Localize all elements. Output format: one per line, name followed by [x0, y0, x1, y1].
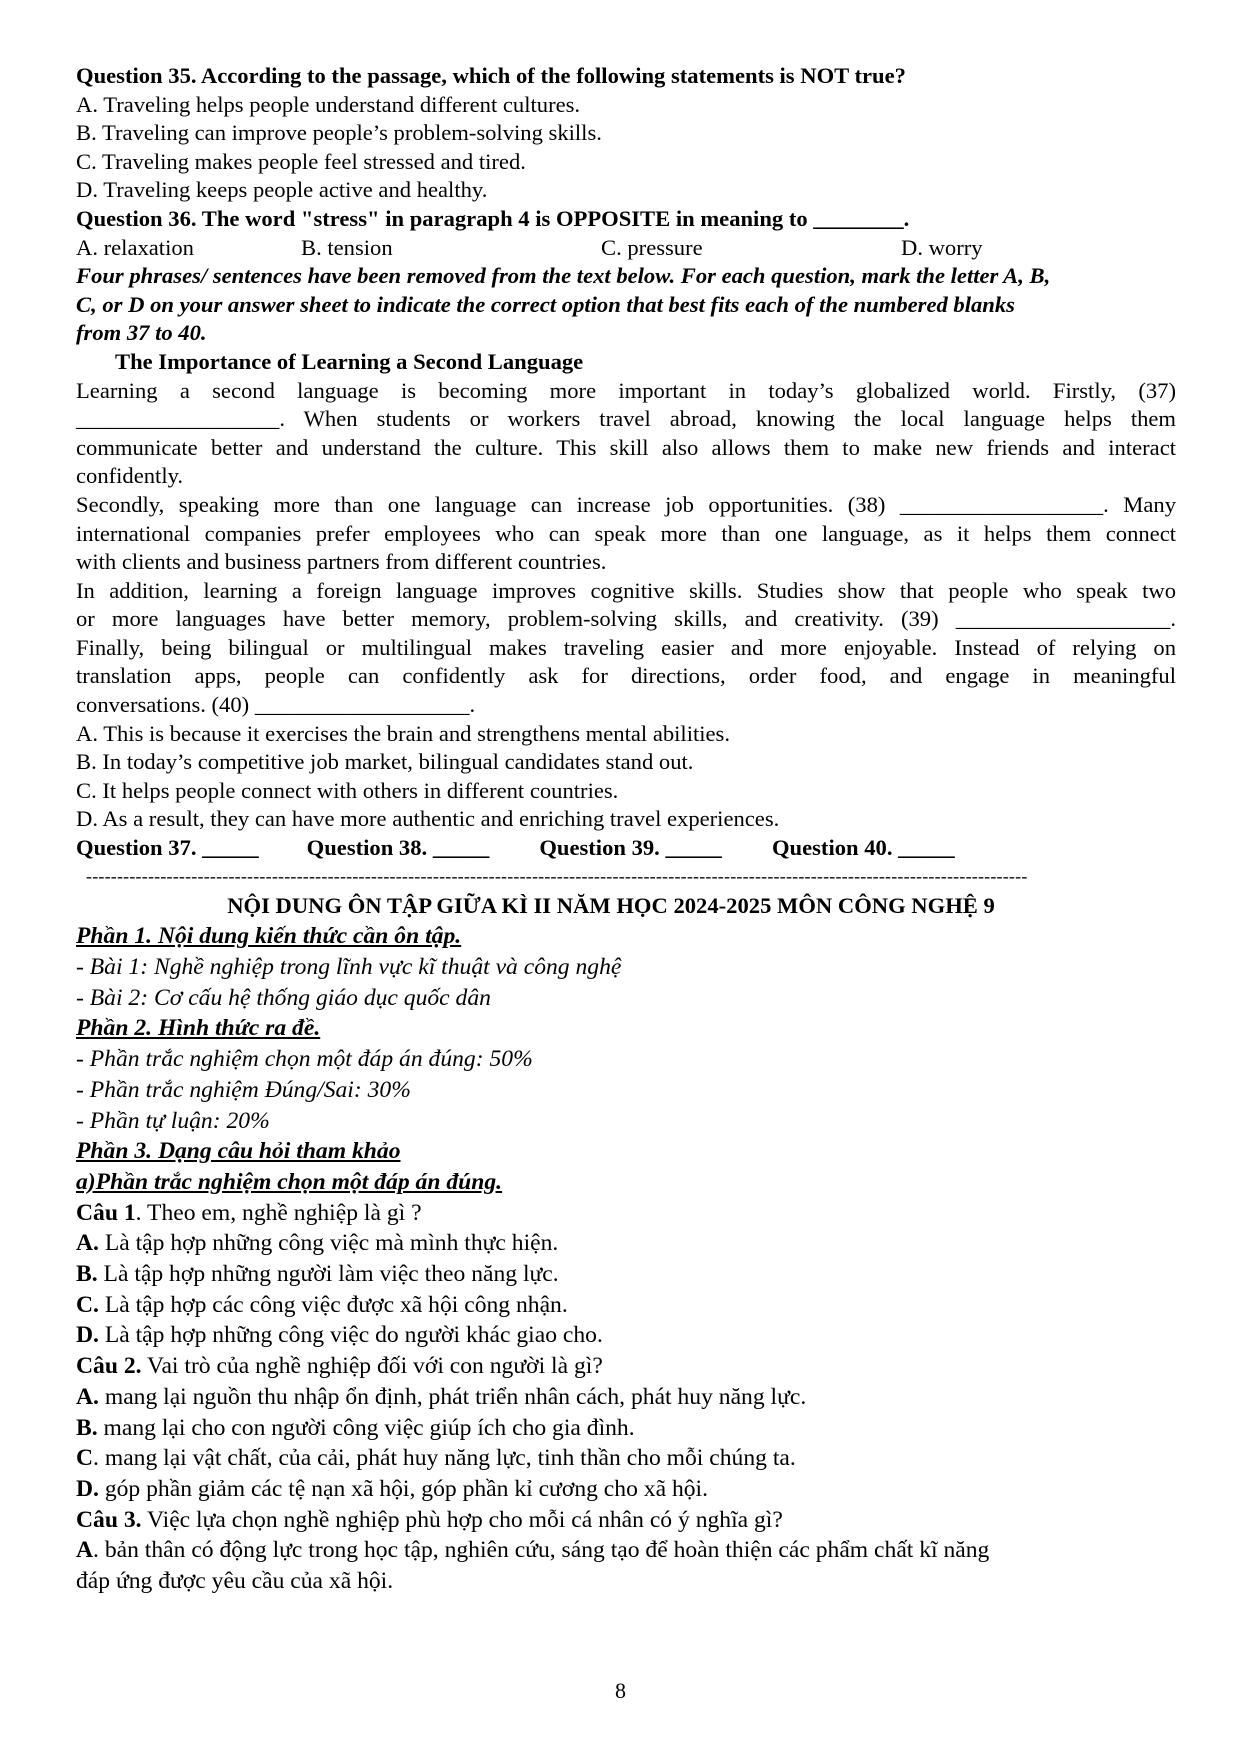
question-36-option-d: D. worry [901, 234, 983, 260]
passage-line: with clients and business partners from different countries. [76, 549, 607, 575]
question-36 [76, 205, 1176, 262]
answer-38: Question 38. _____ [306, 835, 490, 861]
passage-line: Finally, being bilingual or multilingual makes traveling easier and more enjoyable. Instead of relying on [76, 634, 1176, 660]
question-35-option-c: C. Traveling makes people feel stressed and tired. [76, 148, 526, 174]
question-35-option-d: D. Traveling keeps people active and healthy. [76, 177, 488, 203]
passage-option-d: D. As a result, they can have more authentic and enriching travel experiences. [76, 806, 780, 832]
passage-line: or more languages have better memory, problem-solving skills, and creativity. (39) ___________________. [76, 606, 1176, 632]
review-title: NỘI DUNG ÔN TẬP GIỮA KÌ II NĂM HỌC 2024-2025 MÔN CÔNG NGHỆ 9 [227, 892, 995, 918]
part1-heading: Phần 1. Nội dung kiến thức cần ôn tập. [76, 923, 462, 950]
option-letter: D. [76, 1322, 99, 1349]
question-35 [76, 62, 1176, 205]
option-letter: C. [76, 1291, 99, 1318]
instruction-line: from 37 to 40. [76, 320, 207, 346]
cau-2-option-b [76, 1413, 1176, 1444]
question-36-stem: Question 36. The word "stress" in paragraph 4 is OPPOSITE in meaning to ________. [76, 205, 910, 231]
option-text: mang lại nguồn thu nhập ổn định, phát triển nhân cách, phát huy năng lực. [98, 1383, 807, 1410]
option-text: mang lại cho con người công việc giúp ích cho gia đình. [97, 1414, 635, 1441]
cau-2-option-c [76, 1443, 1176, 1474]
cau-3-option-a [76, 1535, 1176, 1566]
page-number: 8 [615, 1678, 626, 1703]
part3-subheading: a)Phần trắc nghiệm chọn một đáp án đúng. [76, 1168, 503, 1195]
question-36-option-a: A. relaxation [76, 234, 194, 260]
passage-option-b: B. In today’s competitive job market, bilingual candidates stand out. [76, 749, 694, 775]
part1-item: - Bài 2: Cơ cấu hệ thống giáo dục quốc dân [76, 984, 491, 1011]
passage-line: In addition, learning a foreign language improves cognitive skills. Studies show that people who speak two [76, 577, 1176, 603]
option-letter: A. [76, 1230, 99, 1257]
page-content [76, 62, 1176, 1597]
cau-2-option-d [76, 1474, 1176, 1505]
cau-2-label: Câu 2. [76, 1353, 142, 1380]
answer-40: Question 40. _____ [771, 835, 955, 861]
cau-1-option-a [76, 1228, 1176, 1259]
answer-39: Question 39. _____ [539, 835, 722, 861]
passage-line: conversations. (40) ___________________. [76, 692, 476, 718]
question-36-option-c: C. pressure [601, 234, 703, 260]
question-35-stem: Question 35. According to the passage, which of the following statements is NOT true? [76, 63, 906, 88]
option-text: Là tập hợp các công việc được xã hội công nhận. [98, 1291, 568, 1318]
option-letter: A [76, 1537, 94, 1564]
part2-item: - Phần trắc nghiệm Đúng/Sai: 30% [76, 1076, 411, 1103]
cau-1-label: Câu 1 [76, 1199, 136, 1226]
option-letter: C [76, 1445, 94, 1472]
part2-item: - Phần trắc nghiệm chọn một đáp án đúng: 50% [76, 1046, 533, 1073]
passage-line: communicate better and understand the culture. This skill also allows them to make new friends and interact [76, 434, 1176, 460]
question-36-option-b: B. tension [301, 234, 393, 260]
cau-1-option-c [76, 1290, 1176, 1321]
question-36-options [76, 234, 1176, 263]
option-text: góp phần giảm các tệ nạn xã hội, góp phần kỉ cương cho xã hội. [98, 1475, 708, 1502]
passage-line: Learning a second language is becoming more important in today’s globalized world. Firstly, (37) [76, 377, 1176, 403]
cau-1-stem [76, 1198, 1176, 1229]
option-letter: B. [76, 1414, 98, 1441]
cau-3-text: Việc lựa chọn nghề nghiệp phù hợp cho mỗi cá nhân có ý nghĩa gì? [141, 1506, 783, 1533]
answer-blanks [76, 834, 1176, 863]
cau-3-stem [76, 1505, 1176, 1536]
instruction [76, 262, 1176, 348]
passage-options [76, 720, 1176, 834]
question-35-option-b: B. Traveling can improve people’s problem-solving skills. [76, 120, 602, 146]
part1-item: - Bài 1: Nghề nghiệp trong lĩnh vực kĩ thuật và công nghệ [76, 954, 622, 981]
passage-title: The Importance of Learning a Second Language [115, 348, 584, 374]
option-text: Là tập hợp những công việc mà mình thực hiện. [98, 1230, 559, 1257]
passage-line: __________________. When students or workers travel abroad, knowing the local language helps them [76, 406, 1176, 432]
passage [76, 348, 1176, 720]
cau-1-option-b [76, 1259, 1176, 1290]
review-section [76, 891, 1176, 1597]
passage-line: international companies prefer employees who can speak more than one language, as it helps them connect [76, 520, 1176, 546]
option-text: Là tập hợp những công việc do người khác giao cho. [98, 1322, 603, 1349]
answer-37: Question 37. _____ [76, 835, 259, 861]
option-text: . mang lại vật chất, của cải, phát huy năng lực, tinh thần cho mỗi chúng ta. [93, 1445, 796, 1472]
passage-line: confidently. [76, 463, 184, 489]
part2-heading: Phần 2. Hình thức ra đề. [76, 1015, 321, 1042]
cau-2-text: Vai trò của nghề nghiệp đối với con người là gì? [141, 1353, 603, 1380]
option-letter: B. [76, 1261, 98, 1288]
option-letter: A. [76, 1383, 99, 1410]
passage-option-c: C. It helps people connect with others in different countries. [76, 777, 619, 803]
option-letter: D. [76, 1475, 99, 1502]
instruction-line: Four phrases/ sentences have been removed from the text below. For each question, mark the letter A, B, [76, 263, 1051, 289]
part2-item: - Phần tự luận: 20% [76, 1107, 270, 1134]
option-text: Là tập hợp những người làm việc theo năng lực. [97, 1261, 559, 1288]
passage-option-a: A. This is because it exercises the brain and strengthens mental abilities. [76, 720, 730, 746]
instruction-line: C, or D on your answer sheet to indicate the correct option that best fits each of the numbered blanks [76, 291, 1015, 317]
question-35-option-a: A. Traveling helps people understand different cultures. [76, 91, 581, 117]
cau-3-option-a-continuation: đáp ứng được yêu cầu của xã hội. [76, 1568, 394, 1595]
cau-2-stem [76, 1351, 1176, 1382]
cau-3-label: Câu 3. [76, 1506, 142, 1533]
cau-1-text: . Theo em, nghề nghiệp là gì ? [135, 1199, 422, 1226]
passage-line: translation apps, people can confidently ask for directions, order food, and engage in meaningful [76, 663, 1176, 689]
cau-1-option-d [76, 1320, 1176, 1351]
cau-2-option-a [76, 1382, 1176, 1413]
passage-line: Secondly, speaking more than one language can increase job opportunities. (38) __________________. Many [76, 491, 1176, 517]
separator-line: -------------------------------------------------------------------------------------------------------------------------------------------------------- [86, 865, 1028, 886]
option-text: . bản thân có động lực trong học tập, nghiên cứu, sáng tạo để hoàn thiện các phẩm chất kĩ năng [93, 1537, 990, 1564]
part3-heading: Phần 3. Dạng câu hỏi tham khảo [76, 1138, 401, 1165]
